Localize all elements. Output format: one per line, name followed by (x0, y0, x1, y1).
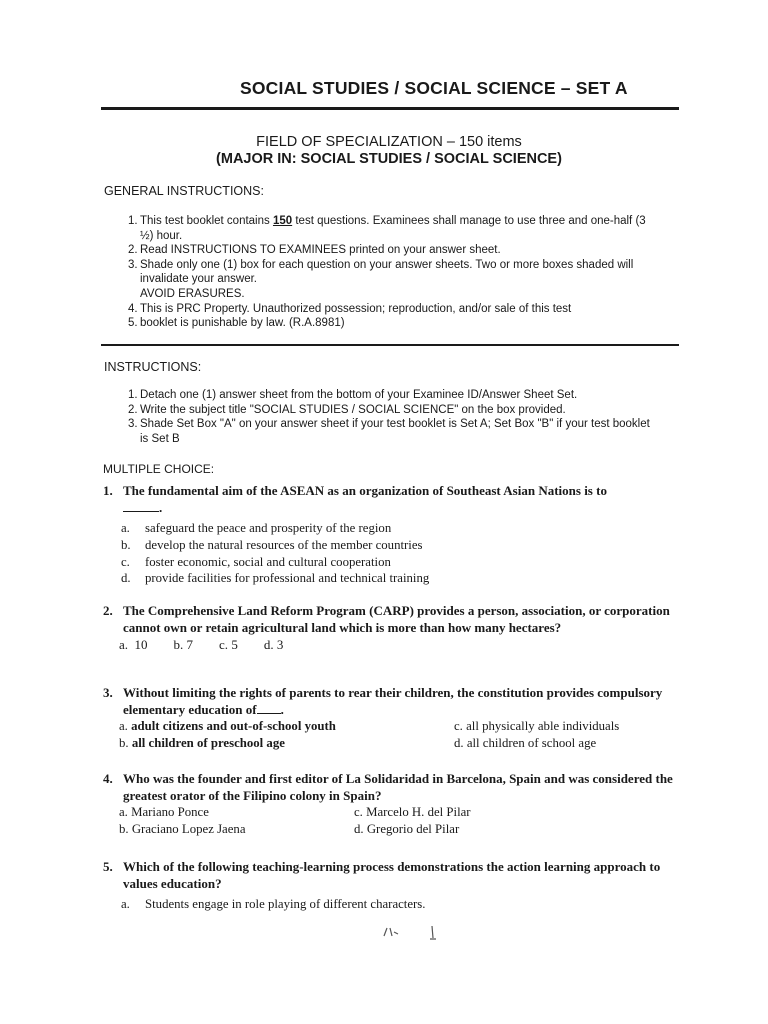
option: c. 5 (219, 637, 238, 652)
option: b. 7 (173, 637, 194, 652)
list-item: 5. booklet is punishable by law. (R.A.8981) (128, 317, 345, 330)
option: d. provide facilities for professional and technical training (121, 571, 430, 586)
question-3: 3. Without limiting the rights of parents to rear their children, the constitution provides compulsory elementary education of . a. adult citizens and out-of-school youth c. all physically able individuals b. all children of preschool age d. all children of school age (103, 684, 683, 752)
option: a. adult citizens and out-of-school youth (119, 719, 336, 733)
option: a. 10 (119, 637, 148, 652)
question-text: Without limiting the rights of parents to rear their children, the constitution provides compulsory elementary education of (123, 685, 663, 717)
answer-blank (123, 499, 159, 512)
general-instructions-list (128, 214, 658, 331)
question-number: 1. (103, 483, 113, 498)
option: b. develop the natural resources of the member countries (121, 537, 423, 552)
question-text: Who was the founder and first editor of La Solidaridad in Barcelona, Spain and was considered the greatest orator of the Filipino colony in Spain? (123, 771, 673, 803)
list-item: 2. Write the subject title "SOCIAL STUDIES / SOCIAL SCIENCE" on the box provided. (128, 403, 566, 416)
option: b. all children of preschool age (119, 736, 285, 750)
field-line-2: (MAJOR IN: SOCIAL STUDIES / SOCIAL SCIENCE) (216, 151, 562, 167)
title-underline (101, 107, 679, 110)
option: a. Students engage in role playing of different characters. (121, 897, 426, 911)
options-list (119, 718, 683, 752)
option: d. all children of school age (454, 736, 597, 750)
option: c. Marcelo H. del Pilar (354, 805, 471, 819)
question-text: The fundamental aim of the ASEAN as an organization of Southeast Asian Nations is to (123, 483, 607, 498)
list-item: 3. Shade only one (1) box for each question on your answer sheets. Two or more boxes shaded will invalidate your answer. AVOID ERASURES. (128, 258, 634, 300)
question-1: 1. The fundamental aim of the ASEAN as an organization of Southeast Asian Nations is to . a. safeguard the peace and prosperity of the region b. develop the natural resources of the member countries c. foster economic, social and cultural cooperation d. provide facilities for professional and technical training (103, 482, 683, 587)
field-header (100, 134, 678, 168)
page-scribble (380, 922, 440, 947)
list-item: 1. Detach one (1) answer sheet from the bottom of your Examinee ID/Answer Sheet Set. (128, 389, 578, 401)
section-divider (101, 344, 679, 346)
option: c. foster economic, social and cultural cooperation (121, 554, 391, 569)
list-item: 2. Read INSTRUCTIONS TO EXAMINEES printed on your answer sheet. (128, 244, 501, 257)
option: c. all physically able individuals (454, 719, 620, 733)
options-list (119, 804, 683, 838)
field-line-1: FIELD OF SPECIALIZATION – 150 items (256, 134, 522, 150)
list-item: 1. This test booklet contains 150 test questions. Examinees shall manage to use three and one-half (3 ½) hour. (128, 215, 646, 242)
question-text: Which of the following teaching-learning process demonstrations the action learning approach to values education? (123, 859, 661, 891)
general-instructions-heading: GENERAL INSTRUCTIONS: (104, 184, 264, 198)
list-item: 4. This is PRC Property. Unauthorized possession; reproduction, and/or sale of this test (128, 302, 572, 315)
option: d. Gregorio del Pilar (354, 822, 460, 836)
options-list (121, 520, 683, 587)
options-list (121, 896, 683, 913)
question-text: The Comprehensive Land Reform Program (CARP) provides a person, association, or corporation cannot own or retain agricultural land which is more than how many hectares? (123, 603, 670, 635)
scribble-icon (380, 922, 440, 944)
question-4 (103, 770, 683, 838)
option: d. 3 (263, 637, 284, 652)
options-list (119, 636, 683, 653)
set-title: SOCIAL STUDIES / SOCIAL SCIENCE – SET A (240, 78, 628, 98)
instructions-list (128, 388, 658, 446)
question-number: 3. (103, 685, 113, 700)
list-item: 3. Shade Set Box "A" on your answer sheet if your test booklet is Set A; Set Box "B" if your test booklet is Set B (128, 418, 650, 445)
answer-blank (257, 701, 281, 714)
option: b. Graciano Lopez Jaena (119, 822, 246, 836)
instructions-heading: INSTRUCTIONS: (104, 360, 202, 374)
question-number: 5. (103, 859, 113, 874)
question-5 (103, 858, 683, 913)
question-number: 4. (103, 771, 113, 786)
question-number: 2. (103, 603, 113, 618)
question-2 (103, 602, 683, 653)
multiple-choice-heading: MULTIPLE CHOICE: (103, 462, 215, 476)
option: a. safeguard the peace and prosperity of the region (121, 521, 392, 535)
option: a. Mariano Ponce (119, 805, 209, 819)
